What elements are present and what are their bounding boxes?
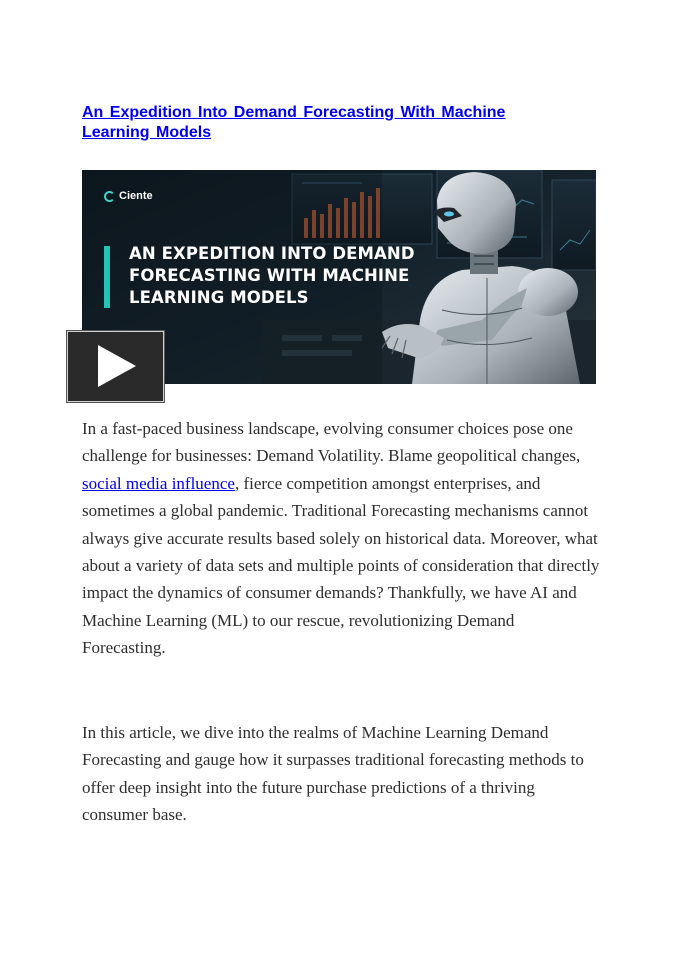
video-play-button[interactable] bbox=[67, 331, 164, 402]
hero-headline-line-2: FORECASTING WITH MACHINE bbox=[129, 266, 410, 285]
play-icon bbox=[94, 343, 138, 389]
hero-accent-bar bbox=[104, 246, 110, 308]
intro-paragraph-end: , fierce competition amongst enterprises, and sometimes a global pandemic. Traditional Forecasting mechanisms cannot always give accurate results based solely on historical data. Moreover, what about a variety of data sets and multiple points of consideration that directly impact the dynamics of consumer demands? Thankfully, we have AI and Machine Learning (ML) to our rescue, revolutionizing Demand Forecasting. bbox=[82, 473, 600, 658]
ciente-logo-icon bbox=[104, 191, 115, 202]
ciente-logo-text: Ciente bbox=[119, 190, 153, 202]
article-scope-paragraph: In this article, we dive into the realms of Machine Learning Demand Forecasting and gauge how it surpasses traditional forecasting methods to offer deep insight into the future purchase predictions of a thriving consumer base. bbox=[82, 723, 584, 825]
ciente-logo bbox=[104, 190, 153, 202]
intro-paragraph bbox=[82, 415, 602, 662]
intro-paragraph-start: In a fast-paced business landscape, evolving consumer choices pose one challenge for businesses: Demand Volatility. Blame geopolitical changes, bbox=[82, 419, 581, 466]
article-title-link[interactable]: An Expedition Into Demand Forecasting With Machine Learning Models bbox=[82, 104, 506, 141]
hero-headline-line-3: LEARNING MODELS bbox=[129, 288, 309, 307]
hero-headline-line-1: AN EXPEDITION INTO DEMAND bbox=[129, 244, 415, 263]
hero-headline bbox=[129, 243, 459, 309]
social-media-influence-link[interactable]: social media influence bbox=[82, 473, 235, 493]
